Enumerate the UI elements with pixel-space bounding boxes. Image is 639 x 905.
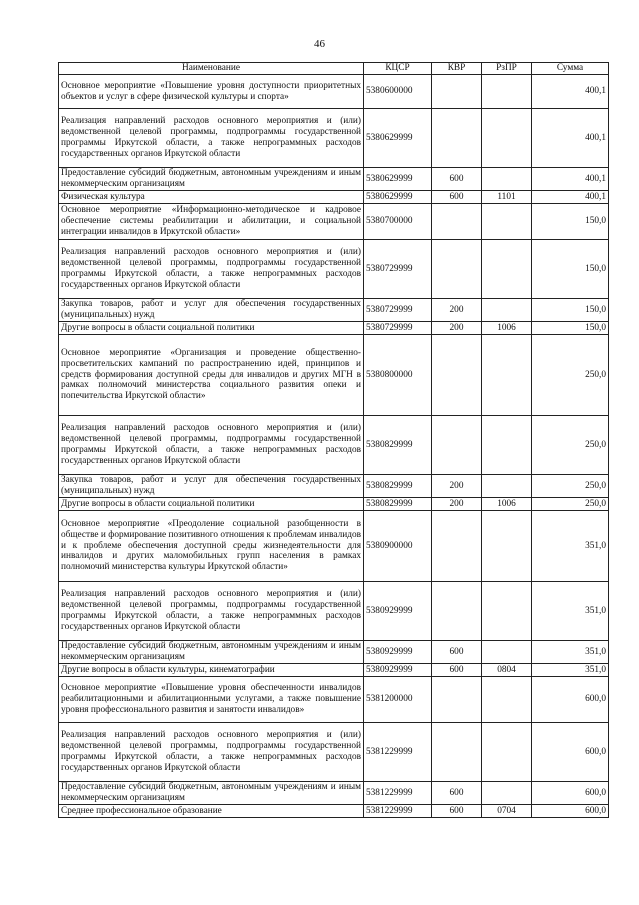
sum-cell: 150,0 [532, 322, 609, 335]
table-row [59, 498, 609, 511]
budget-table [58, 62, 609, 818]
rzpr-cell: 1006 [482, 322, 532, 335]
name-cell: Предоставление субсидий бюджетным, автономным учреждениям и иным некоммерческим организациям [59, 641, 364, 664]
kvr-cell [432, 582, 482, 641]
rzpr-cell: 1101 [482, 191, 532, 204]
sum-cell: 600,0 [532, 723, 609, 782]
code-cell: 5380929999 [364, 641, 432, 664]
name-cell: Физическая культура [59, 191, 364, 204]
kvr-cell: 200 [432, 475, 482, 498]
table-body [59, 75, 609, 818]
code-cell: 5380829999 [364, 498, 432, 511]
header-kvr: КВР [432, 63, 482, 75]
name-cell: Другие вопросы в области культуры, кинематографии [59, 664, 364, 677]
sum-cell: 150,0 [532, 299, 609, 322]
code-cell: 5381229999 [364, 723, 432, 782]
code-cell: 5380729999 [364, 299, 432, 322]
sum-cell: 400,1 [532, 191, 609, 204]
sum-cell: 250,0 [532, 335, 609, 416]
sum-cell: 150,0 [532, 240, 609, 299]
kvr-cell [432, 416, 482, 475]
table-row [59, 322, 609, 335]
rzpr-cell [482, 416, 532, 475]
sum-cell: 351,0 [532, 582, 609, 641]
name-cell: Другие вопросы в области социальной политики [59, 322, 364, 335]
kvr-cell: 600 [432, 191, 482, 204]
rzpr-cell [482, 240, 532, 299]
page-number: 46 [314, 38, 325, 50]
code-cell: 5381229999 [364, 805, 432, 818]
table-row [59, 664, 609, 677]
rzpr-cell [482, 299, 532, 322]
rzpr-cell [482, 582, 532, 641]
code-cell: 5381200000 [364, 677, 432, 723]
table-row [59, 723, 609, 782]
sum-cell: 400,1 [532, 109, 609, 168]
sum-cell: 351,0 [532, 511, 609, 582]
code-cell: 5380729999 [364, 240, 432, 299]
sum-cell: 400,1 [532, 75, 609, 109]
kvr-cell: 600 [432, 168, 482, 191]
name-cell: Реализация направлений расходов основного мероприятия и (или) ведомственной целевой программы, подпрограммы государственной программы Иркутской области, а также непрограммных расходов государственных органов Иркутской области [59, 416, 364, 475]
code-cell: 5380800000 [364, 335, 432, 416]
rzpr-cell [482, 204, 532, 240]
table-row [59, 168, 609, 191]
kvr-cell [432, 75, 482, 109]
name-cell: Реализация направлений расходов основного мероприятия и (или) ведомственной целевой программы, подпрограммы государственной программы Иркутской области, а также непрограммных расходов государственных органов Иркутской области [59, 582, 364, 641]
name-cell: Предоставление субсидий бюджетным, автономным учреждениям и иным некоммерческим организациям [59, 782, 364, 805]
name-cell: Основное мероприятие «Преодоление социальной разобщенности в обществе и формирование позитивного отношения к проблемам инвалидов и к проблеме обеспечения доступной среды жизнедеятельности для инвалидов и других маломобильных групп населения в рамках полномочий министерства культуры Иркутской области» [59, 511, 364, 582]
name-cell: Основное мероприятие «Повышение уровня доступности приоритетных объектов и услуг в сфере физической культуры и спорта» [59, 75, 364, 109]
sum-cell: 600,0 [532, 677, 609, 723]
rzpr-cell [482, 109, 532, 168]
kvr-cell: 600 [432, 805, 482, 818]
rzpr-cell [482, 475, 532, 498]
table-row [59, 335, 609, 416]
rzpr-cell [482, 75, 532, 109]
name-cell: Основное мероприятие «Информационно-методическое и кадровое обеспечение системы реабилитации и абилитации, и социальной интеграции инвалидов в Иркутской области» [59, 204, 364, 240]
kvr-cell [432, 109, 482, 168]
kvr-cell [432, 511, 482, 582]
name-cell: Реализация направлений расходов основного мероприятия и (или) ведомственной целевой программы, подпрограммы государственной программы Иркутской области, а также непрограммных расходов государственных органов Иркутской области [59, 240, 364, 299]
name-cell: Среднее профессиональное образование [59, 805, 364, 818]
header-rzpr: РзПР [482, 63, 532, 75]
rzpr-cell [482, 335, 532, 416]
rzpr-cell [482, 511, 532, 582]
table-row [59, 299, 609, 322]
table-row [59, 511, 609, 582]
kvr-cell [432, 204, 482, 240]
table-header [59, 63, 609, 75]
code-cell: 5380829999 [364, 475, 432, 498]
code-cell: 5380729999 [364, 322, 432, 335]
code-cell: 5380629999 [364, 109, 432, 168]
code-cell: 5381229999 [364, 782, 432, 805]
code-cell: 5380629999 [364, 168, 432, 191]
kvr-cell [432, 677, 482, 723]
table-row [59, 204, 609, 240]
name-cell: Реализация направлений расходов основного мероприятия и (или) ведомственной целевой программы, подпрограммы государственной программы Иркутской области, а также непрограммных расходов государственных органов Иркутской области [59, 723, 364, 782]
table-header-row [59, 63, 609, 75]
code-cell: 5380929999 [364, 664, 432, 677]
sum-cell: 150,0 [532, 204, 609, 240]
name-cell: Закупка товаров, работ и услуг для обеспечения государственных (муниципальных) нужд [59, 475, 364, 498]
rzpr-cell [482, 782, 532, 805]
sum-cell: 250,0 [532, 498, 609, 511]
kvr-cell [432, 240, 482, 299]
kvr-cell [432, 723, 482, 782]
kvr-cell: 200 [432, 498, 482, 511]
code-cell: 5380629999 [364, 191, 432, 204]
code-cell: 5380929999 [364, 582, 432, 641]
table-row [59, 75, 609, 109]
kvr-cell [432, 335, 482, 416]
header-code: КЦСР [364, 63, 432, 75]
code-cell: 5380829999 [364, 416, 432, 475]
table-row [59, 782, 609, 805]
sum-cell: 351,0 [532, 641, 609, 664]
table-row [59, 109, 609, 168]
sum-cell: 250,0 [532, 475, 609, 498]
code-cell: 5380600000 [364, 75, 432, 109]
kvr-cell: 600 [432, 641, 482, 664]
kvr-cell: 600 [432, 782, 482, 805]
name-cell: Предоставление субсидий бюджетным, автономным учреждениям и иным некоммерческим организациям [59, 168, 364, 191]
kvr-cell: 200 [432, 299, 482, 322]
code-cell: 5380700000 [364, 204, 432, 240]
rzpr-cell: 0704 [482, 805, 532, 818]
table-row [59, 582, 609, 641]
table-row [59, 641, 609, 664]
table-row [59, 475, 609, 498]
rzpr-cell [482, 641, 532, 664]
code-cell: 5380900000 [364, 511, 432, 582]
table-row [59, 805, 609, 818]
table-row [59, 416, 609, 475]
sum-cell: 351,0 [532, 664, 609, 677]
rzpr-cell [482, 723, 532, 782]
name-cell: Закупка товаров, работ и услуг для обеспечения государственных (муниципальных) нужд [59, 299, 364, 322]
table-row [59, 677, 609, 723]
sum-cell: 600,0 [532, 782, 609, 805]
header-name: Наименование [59, 63, 364, 75]
name-cell: Основное мероприятие «Повышение уровня обеспеченности инвалидов реабилитационными и абилитационными услугами, а также повышение уровня профессионального развития и занятости инвалидов» [59, 677, 364, 723]
kvr-cell: 600 [432, 664, 482, 677]
table-row [59, 240, 609, 299]
name-cell: Основное мероприятие «Организация и проведение общественно-просветительских кампаний по распространению идей, принципов и средств формирования доступной среды для инвалидов и других МГН в рамках полномочий министерства социального развития опеки и попечительства Иркутской области» [59, 335, 364, 416]
rzpr-cell [482, 677, 532, 723]
name-cell: Другие вопросы в области социальной политики [59, 498, 364, 511]
sum-cell: 400,1 [532, 168, 609, 191]
table-row [59, 191, 609, 204]
kvr-cell: 200 [432, 322, 482, 335]
rzpr-cell [482, 168, 532, 191]
sum-cell: 250,0 [532, 416, 609, 475]
name-cell: Реализация направлений расходов основного мероприятия и (или) ведомственной целевой программы, подпрограммы государственной программы Иркутской области, а также непрограммных расходов государственных органов Иркутской области [59, 109, 364, 168]
rzpr-cell: 0804 [482, 664, 532, 677]
header-sum: Сумма [532, 63, 609, 75]
sum-cell: 600,0 [532, 805, 609, 818]
rzpr-cell: 1006 [482, 498, 532, 511]
